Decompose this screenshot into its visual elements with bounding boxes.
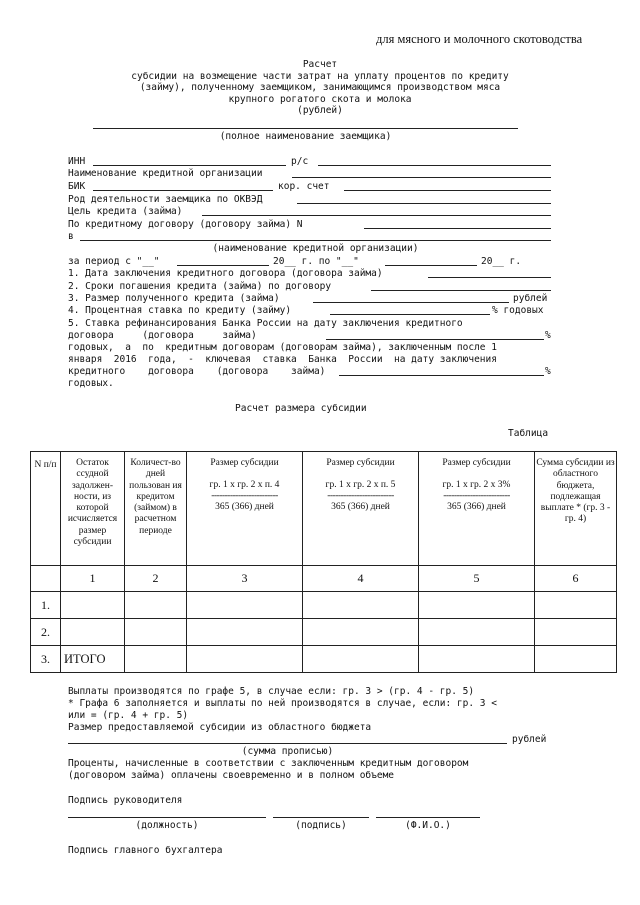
table-cell[interactable] — [187, 619, 303, 646]
period-from-field[interactable] — [177, 265, 269, 266]
col-header-formula: гр. 1 x гр. 2 x 3% — [442, 480, 511, 490]
table-cell[interactable] — [61, 619, 125, 646]
item-2-field[interactable] — [371, 290, 551, 291]
col-header-dash: ------------------------- — [443, 491, 510, 501]
col-header-formula: гр. 1 x гр. 2 x п. 4 — [209, 480, 280, 490]
period-from-label: за период с "__" — [68, 256, 160, 267]
subsidy-amount-caption: (сумма прописью) — [241, 746, 334, 757]
col-number: 6 — [535, 566, 617, 592]
in-label: в — [68, 231, 74, 242]
col-header-subsidy-2 — [303, 452, 419, 566]
col-header-denom: 365 (366) дней — [447, 502, 506, 512]
table-numbers-row — [31, 566, 617, 592]
item-1-label: 1. Дата заключения кредитного договора (договора займа) — [68, 268, 383, 279]
col-header-formula: гр. 1 x гр. 2 x п. 5 — [325, 480, 396, 490]
rs-field[interactable] — [318, 165, 551, 166]
col-number: 1 — [61, 566, 125, 592]
item-5-unit-a: % — [545, 330, 551, 341]
col-header-days: Количест-во дней пользован ия кредитом (займом) в расчетном периоде — [125, 452, 187, 566]
table-header-row — [31, 452, 617, 566]
col-number: 4 — [303, 566, 419, 592]
title-block — [60, 59, 580, 117]
col-number — [31, 566, 61, 592]
item-3-label: 3. Размер полученного кредита (займа) — [68, 293, 280, 304]
signature-caption: (подпись) — [295, 820, 347, 831]
signature-field[interactable] — [273, 817, 369, 818]
fio-caption: (Ф.И.О.) — [405, 820, 451, 831]
table-cell[interactable] — [535, 619, 617, 646]
row-number: 1. — [31, 592, 61, 619]
title-line: Расчет — [302, 59, 338, 70]
table-cell[interactable] — [303, 619, 419, 646]
table-cell[interactable] — [125, 592, 187, 619]
item-4-field[interactable] — [330, 314, 490, 315]
col-number: 5 — [419, 566, 535, 592]
title-line: субсидии на возмещение части затрат на уплату процентов по кредиту — [131, 70, 509, 82]
note-line: (договором займа) оплачены своевременно и в полном объеме — [68, 770, 395, 781]
table-cell[interactable] — [187, 592, 303, 619]
total-label: ИТОГО — [61, 646, 125, 673]
col-header-dash: ------------------------- — [327, 491, 394, 501]
fio-field[interactable] — [376, 817, 480, 818]
note-line: Размер предоставляемой субсидии из областного бюджета — [68, 722, 372, 733]
goal-label: Цель кредита (займа) — [68, 206, 183, 217]
okved-label: Род деятельности заемщика по ОКВЭД — [68, 194, 263, 205]
subsidy-table — [30, 451, 617, 673]
bank-field[interactable] — [80, 240, 551, 241]
kor-field[interactable] — [344, 190, 551, 191]
table-cell[interactable] — [125, 646, 187, 673]
col-header-title: Размер субсидии — [326, 458, 395, 468]
item-5-field-a[interactable] — [326, 339, 544, 340]
table-title: Расчет размера субсидии — [235, 403, 367, 414]
table-cell[interactable] — [419, 646, 535, 673]
contract-field[interactable] — [364, 228, 551, 229]
table-cell[interactable] — [535, 592, 617, 619]
table-cell[interactable] — [419, 592, 535, 619]
table-cell[interactable] — [303, 646, 419, 673]
period-to-label: 20__ г. по "__" — [273, 256, 359, 267]
table-cell[interactable] — [303, 592, 419, 619]
item-2-label: 2. Сроки погашения кредита (займа) по договору — [68, 281, 332, 292]
table-row — [31, 592, 617, 619]
title-line: (рублей) — [297, 105, 343, 117]
item-4-label: 4. Процентная ставка по кредиту (займу) — [68, 305, 292, 316]
table-cell[interactable] — [61, 592, 125, 619]
col-number: 3 — [187, 566, 303, 592]
row-number: 2. — [31, 619, 61, 646]
borrower-name-line[interactable] — [93, 128, 518, 129]
col-header-total: Сумма субсидии из областного бюджета, подлежащая выплате * (гр. 3 - гр. 4) — [535, 452, 617, 566]
item-1-field[interactable] — [428, 277, 551, 278]
goal-field[interactable] — [202, 215, 551, 216]
item-5-line: годовых. — [68, 378, 114, 389]
position-caption: (должность) — [135, 820, 199, 831]
col-header-subsidy-3 — [419, 452, 535, 566]
head-signature-label: Подпись руководителя — [68, 795, 183, 806]
kor-label: кор. счет — [278, 181, 330, 192]
borrower-caption: (полное наименование заемщика) — [219, 131, 392, 142]
item-4-unit: % годовых — [492, 305, 544, 316]
subsidy-amount-unit: рублей — [512, 734, 547, 745]
bik-label: БИК — [68, 181, 86, 192]
position-field[interactable] — [68, 817, 266, 818]
col-header-balance: Остаток ссудной задолжен-ности, из которой исчисляется размер субсидии — [61, 452, 125, 566]
period-to-field[interactable] — [385, 265, 477, 266]
bank-name-field[interactable] — [292, 177, 551, 178]
col-header-denom: 365 (366) дней — [331, 502, 390, 512]
table-cell[interactable] — [187, 646, 303, 673]
note-line: * Графа 6 заполняется и выплаты по ней производятся в случае, если: гр. 3 < — [68, 698, 497, 709]
col-number: 2 — [125, 566, 187, 592]
row-number: 3. — [31, 646, 61, 673]
item-5-field-b[interactable] — [339, 375, 544, 376]
contract-label: По кредитному договору (договору займа) N — [68, 219, 303, 230]
item-3-field[interactable] — [313, 302, 509, 303]
inn-field[interactable] — [93, 165, 286, 166]
col-header-title: Размер субсидии — [210, 458, 279, 468]
bank-name-label: Наименование кредитной организации — [68, 168, 263, 179]
item-5-line: 5. Ставка рефинансирования Банка России на дату заключения кредитного — [68, 318, 463, 329]
item-3-unit: рублей — [513, 293, 548, 304]
table-cell[interactable] — [419, 619, 535, 646]
table-cell[interactable] — [535, 646, 617, 673]
table-row-total — [31, 646, 617, 673]
rs-label: р/с — [291, 156, 309, 167]
table-cell[interactable] — [125, 619, 187, 646]
title-line: (займу), полученному заемщиком, занимающимся производством мяса — [139, 82, 501, 94]
period-year-label: 20__ г. — [481, 256, 522, 267]
subsidy-amount-field[interactable] — [68, 743, 507, 744]
item-5-line: договора (договора займа) — [68, 330, 257, 341]
col-header-dash: ------------------------- — [211, 491, 278, 501]
bank-caption: (наименование кредитной организации) — [212, 243, 419, 254]
inn-label: ИНН — [68, 156, 86, 167]
col-header-subsidy-1 — [187, 452, 303, 566]
header-note: для мясного и молочного скотоводства — [376, 32, 583, 46]
col-header-denom: 365 (366) дней — [215, 502, 274, 512]
accountant-signature-label: Подпись главного бухгалтера — [68, 845, 223, 856]
table-label: Таблица — [508, 428, 549, 439]
title-line: крупного рогатого скота и молока — [228, 93, 412, 105]
col-header-n: N п/п — [31, 452, 61, 566]
note-line: Выплаты производятся по графе 5, в случае если: гр. 3 > (гр. 4 - гр. 5) — [68, 686, 475, 697]
item-5-line: кредитного договора (договора займа) — [68, 366, 326, 377]
okved-field[interactable] — [297, 203, 551, 204]
bik-field[interactable] — [93, 190, 273, 191]
item-5-unit-b: % — [545, 366, 551, 377]
note-line: Проценты, начисленные в соответствии с заключенным кредитным договором — [68, 758, 469, 769]
col-header-title: Размер субсидии — [442, 458, 511, 468]
table-row — [31, 619, 617, 646]
item-5-line: годовых, а по кредитным договорам (договорам займа), заключенным после 1 — [68, 342, 497, 353]
note-line: или = (гр. 4 + гр. 5) — [68, 710, 189, 721]
item-5-line: января 2016 года, - ключевая ставка Банка России на дату заключения — [68, 354, 497, 365]
